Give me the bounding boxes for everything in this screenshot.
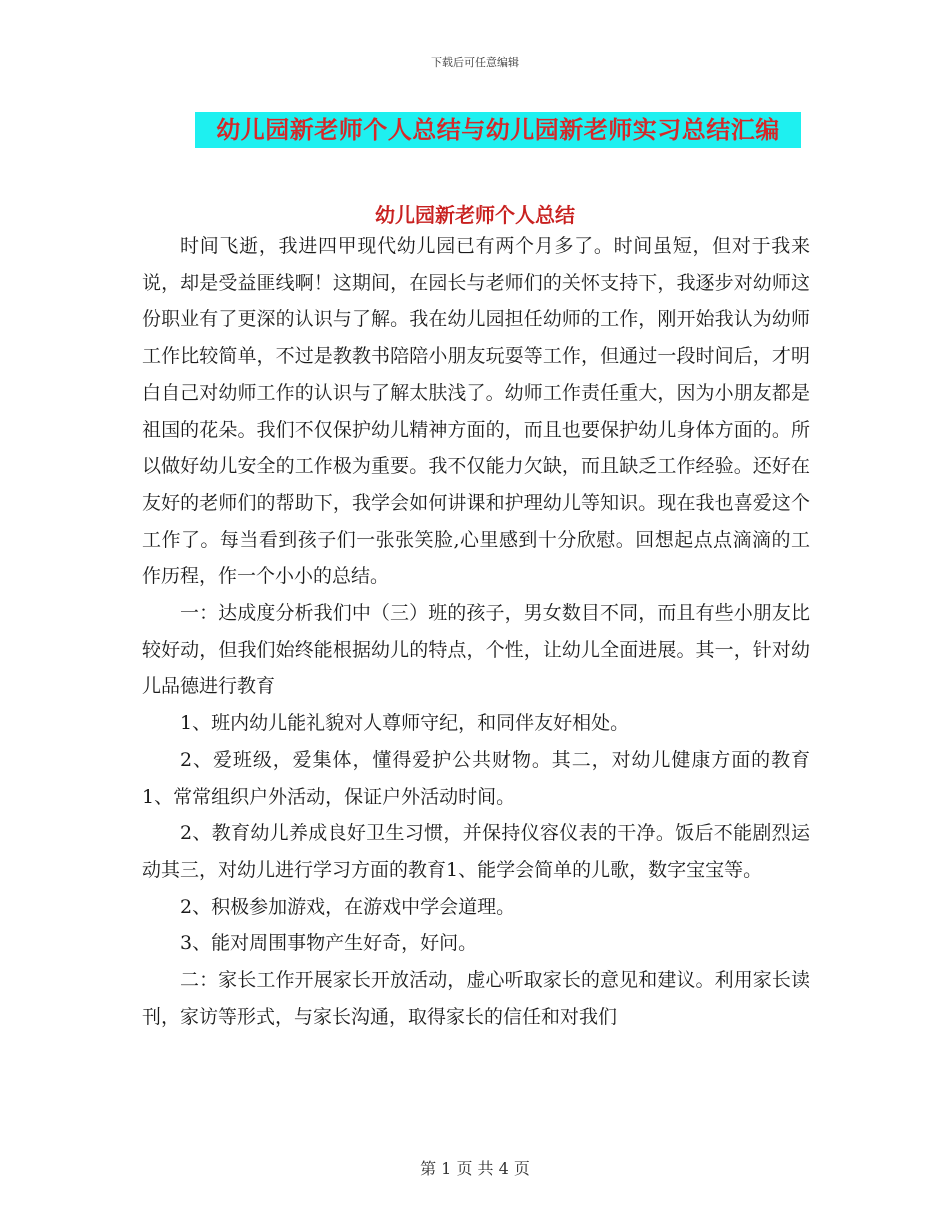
header-note: 下载后可任意编辑 (431, 56, 519, 69)
paragraph-intro: 时间飞逝，我进四甲现代幼儿园已有两个月多了。时间虽短，但对于我来说，却是受益匪线啊！这期间，在园长与老师们的关怀支持下，我逐步对幼师这份职业有了更深的认识与了解。我在幼儿园担任幼师的工作，刚开始我认为幼师工作比较简单，不过是教教书陪陪小朋友玩耍等工作，但通过一段时间后，才明白自己对幼师工作的认识与了解太肤浅了。幼师工作责任重大，因为小朋友都是祖国的花朵。我们不仅保护幼儿精神方面的，而且也要保护幼儿身体方面的。所以做好幼儿安全的工作极为重要。我不仅能力欠缺，而且缺乏工作经验。还好在友好的老师们的帮助下，我学会如何讲课和护理幼儿等知识。现在我也喜爱这个工作了。每当看到孩子们一张张笑脸,心里感到十分欣慰。回想起点点滴滴的工作历程，作一个小小的总结。 (142, 235, 810, 588)
paragraph-item: 3、能对周围事物产生好奇，好问。 (180, 932, 478, 955)
paragraph-parents: 二：家长工作开展家长开放活动，虚心听取家长的意见和建议。利用家长读刊，家访等形式，与家长沟通，取得家长的信任和对我们 (142, 969, 810, 1028)
paragraph-item: 2、教育幼儿养成良好卫生习惯，并保持仪容仪表的干净。饭后不能剧烈运动其三，对幼儿进行学习方面的教育1、能学会简单的儿歌，数字宝宝等。 (142, 822, 810, 881)
paragraph-assessment: 一：达成度分析我们中（三）班的孩子，男女数目不同，而且有些小朋友比较好动，但我们始终能根据幼儿的特点，个性，让幼儿全面进展。其一，针对幼儿品德进行教育 (142, 602, 810, 698)
document-body (142, 228, 810, 1035)
paragraph-item: 2、积极参加游戏，在游戏中学会道理。 (180, 895, 516, 918)
section-title: 幼儿园新老师个人总结 (375, 203, 575, 227)
document-title-highlight (195, 112, 801, 148)
paragraph-item: 1、班内幼儿能礼貌对人尊师守纪，和同伴友好相处。 (180, 712, 630, 735)
paragraph-item: 2、爱班级，爱集体，懂得爱护公共财物。其二，对幼儿健康方面的教育1、常常组织户外活动，保证户外活动时间。 (142, 748, 810, 808)
page-footer: 第 1 页 共 4 页 (420, 1159, 530, 1178)
document-title: 幼儿园新老师个人总结与幼儿园新老师实习总结汇编 (216, 115, 780, 144)
